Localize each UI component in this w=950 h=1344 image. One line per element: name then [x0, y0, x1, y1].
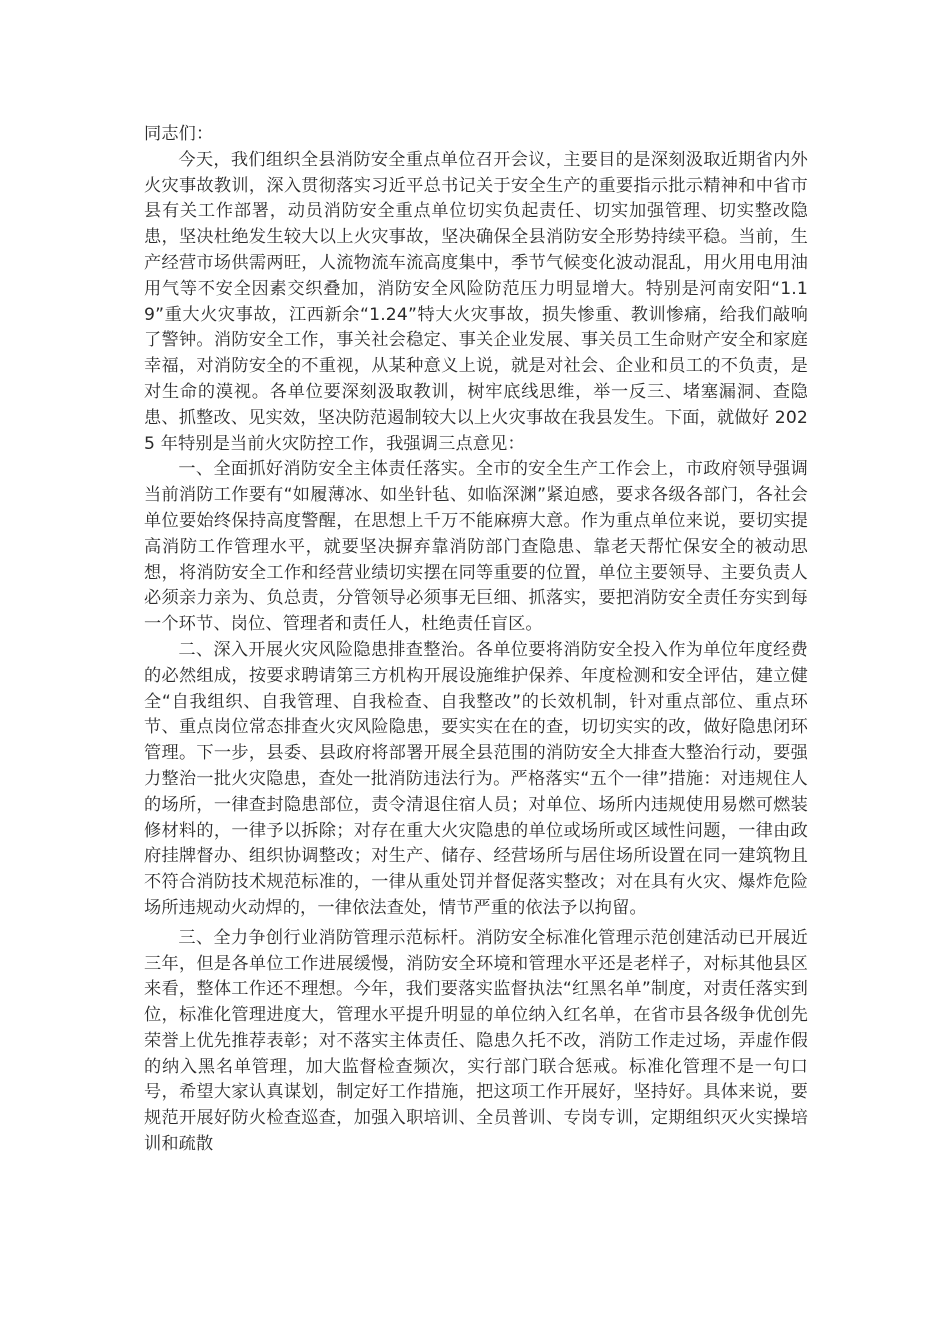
- paragraph-section-3: 三、全力争创行业消防管理示范标杆。消防安全标准化管理示范创建活动已开展近三年，但是各单位工作进展缓慢，消防安全环境和管理水平还是老样子，对标其他县区来看，整体工作还不理想。今年，我们要落实监督执法“红黑名单”制度，对责任落实到位，标准化管理进度大，管理水平提升明显的单位纳入红名单，在省市县各级争优创先荣誉上优先推荐表彰；对不落实主体责任、隐患久托不改，消防工作走过场，弄虚作假的纳入黑名单管理，加大监督检查频次，实行部门联合惩戒。标准化管理不是一句口号，希望大家认真谋划，制定好工作措施，把这项工作开展好，坚持好。具体来说，要规范开展好防火检查巡查，加强入职培训、全员普训、专岗专训，定期组织灭火实操培训和疏散: [144, 927, 808, 1155]
- document-page: [144, 122, 808, 1158]
- paragraph-section-2: 二、深入开展火灾风险隐患排查整治。各单位要将消防安全投入作为单位年度经费的必然组成，按要求聘请第三方机构开展设施维护保养、年度检测和安全评估，建立健全“自我组织、自我管理、自我检查、自我整改”的长效机制，针对重点部位、重点环节、重点岗位常态排查火灾风险隐患，要实实在在的查，切切实实的改，做好隐患闭环管理。下一步，县委、县政府将部署开展全县范围的消防安全大排查大整治行动，要强力整治一批火灾隐患，查处一批消防违法行为。严格落实“五个一律”措施：对违规住人的场所，一律查封隐患部位，责令清退住宿人员；对单位、场所内违规使用易燃可燃装修材料的，一律予以拆除；对存在重大火灾隐患的单位或场所或区域性问题，一律由政府挂牌督办、组织协调整改；对生产、储存、经营场所与居住场所设置在同一建筑物且不符合消防技术规范标准的，一律从重处罚并督促落实整改；对在具有火灾、爆炸危险场所违规动火动焊的，一律依法查处，情节严重的依法予以拘留。: [144, 639, 808, 918]
- salutation: 同志们：: [144, 124, 214, 144]
- paragraph-intro: 今天，我们组织全县消防安全重点单位召开会议，主要目的是深刻汲取近期省内外火灾事故教训，深入贯彻落实习近平总书记关于安全生产的重要指示批示精神和中省市县有关工作部署，动员消防安全重点单位切实负起责任、切实加强管理、切实整改隐患，坚决杜绝发生较大以上火灾事故，坚决确保全县消防安全形势持续平稳。当前，生产经营市场供需两旺，人流物流车流高度集中，季节气候变化波动混乱，用火用电用油用气等不安全因素交织叠加，消防安全风险防范压力明显增大。特别是河南安阳“1.19”重大火灾事故，江西新余“1.24”特大火灾事故，损失惨重、教训惨痛，给我们敲响了警钟。消防安全工作，事关社会稳定、事关企业发展、事关员工生命财产安全和家庭幸福，对消防安全的不重视，从某种意义上说，就是对社会、企业和员工的不负责，是对生命的漠视。各单位要深刻汲取教训，树牢底线思维，举一反三、堵塞漏洞、查隐患、抓整改、见实效，坚决防范遏制较大以上火灾事故在我县发生。下面，就做好 2025 年特别是当前火灾防控工作，我强调三点意见：: [144, 149, 808, 454]
- paragraph-section-1: 一、全面抓好消防安全主体责任落实。全市的安全生产工作会上，市政府领导强调当前消防工作要有“如履薄冰、如坐针毡、如临深渊”紧迫感，要求各级各部门，各社会单位要始终保持高度警醒，在思想上千万不能麻痹大意。作为重点单位来说，要切实提高消防工作管理水平，就要坚决摒弃靠消防部门查隐患、靠老天帮忙保安全的被动思想，将消防安全工作和经营业绩切实摆在同等重要的位置，单位主要领导、主要负责人必须亲力亲为、负总责，分管领导必须事无巨细、抓落实，要把消防安全责任夯实到每一个环节、岗位、管理者和责任人，杜绝责任盲区。: [144, 459, 808, 635]
